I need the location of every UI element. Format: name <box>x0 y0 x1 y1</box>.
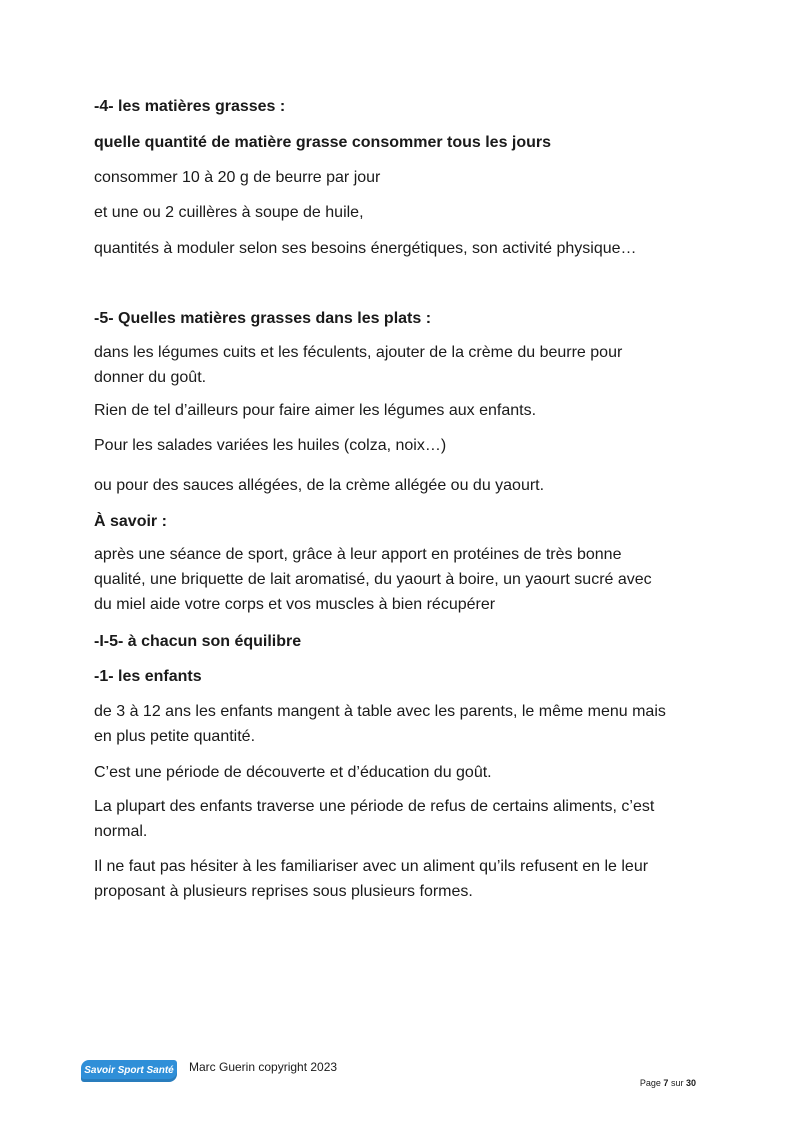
paragraph: C’est une période de découverte et d’éducation du goût. <box>94 764 492 781</box>
paragraph: quantités à moduler selon ses besoins énergétiques, son activité physique… <box>94 240 637 257</box>
paragraph-line: en plus petite quantité. <box>94 728 256 745</box>
section-heading-balance: -I-5- à chacun son équilibre <box>94 633 302 650</box>
subsection-heading-children: -1- les enfants <box>94 668 202 685</box>
paragraph <box>94 340 714 390</box>
paragraph-line: du miel aide votre corps et vos muscles à bien récupérer <box>94 596 496 613</box>
paragraph-line: proposant à plusieurs reprises sous plusieurs formes. <box>94 883 473 900</box>
paragraph <box>94 794 714 844</box>
section-heading-fats-in-dishes: -5- Quelles matières grasses dans les plats : <box>94 310 432 327</box>
paragraph <box>94 542 714 617</box>
copyright-text: Marc Guerin copyright 2023 <box>189 1060 338 1074</box>
page-number <box>640 1077 696 1089</box>
paragraph-line: après une séance de sport, grâce à leur apport en protéines de très bonne <box>94 546 622 563</box>
paragraph <box>94 854 714 904</box>
paragraph-line: Il ne faut pas hésiter à les familiariser avec un aliment qu’ils refusent en le leur <box>94 858 649 875</box>
page-current: 7 <box>663 1078 669 1088</box>
paragraph <box>94 699 714 749</box>
paragraph-line: dans les légumes cuits et les féculents, ajouter de la crème du beurre pour <box>94 344 623 361</box>
paragraph-line: donner du goût. <box>94 369 207 386</box>
paragraph-line: normal. <box>94 823 148 840</box>
paragraph: ou pour des sauces allégées, de la crème allégée ou du yaourt. <box>94 477 545 494</box>
paragraph: Rien de tel d’ailleurs pour faire aimer les légumes aux enfants. <box>94 402 537 419</box>
paragraph-line: qualité, une briquette de lait aromatisé, du yaourt à boire, un yaourt sucré avec <box>94 571 652 588</box>
paragraph: et une ou 2 cuillères à soupe de huile, <box>94 204 364 221</box>
question-fat-quantity: quelle quantité de matière grasse consommer tous les jours <box>94 134 552 151</box>
section-heading-fats: -4- les matières grasses : <box>94 98 286 115</box>
page-total: 30 <box>685 1078 696 1088</box>
paragraph-line: de 3 à 12 ans les enfants mangent à table avec les parents, le même menu mais <box>94 703 666 720</box>
paragraph-line: La plupart des enfants traverse une période de refus de certains aliments, c’est <box>94 798 655 815</box>
paragraph: consommer 10 à 20 g de beurre par jour <box>94 169 381 186</box>
note-heading: À savoir : <box>94 513 167 530</box>
paragraph: Pour les salades variées les huiles (colza, noix…) <box>94 437 447 454</box>
brand-logo: Savoir Sport Santé <box>81 1060 177 1082</box>
page-separator: sur <box>670 1078 684 1088</box>
page-prefix: Page <box>639 1078 661 1088</box>
